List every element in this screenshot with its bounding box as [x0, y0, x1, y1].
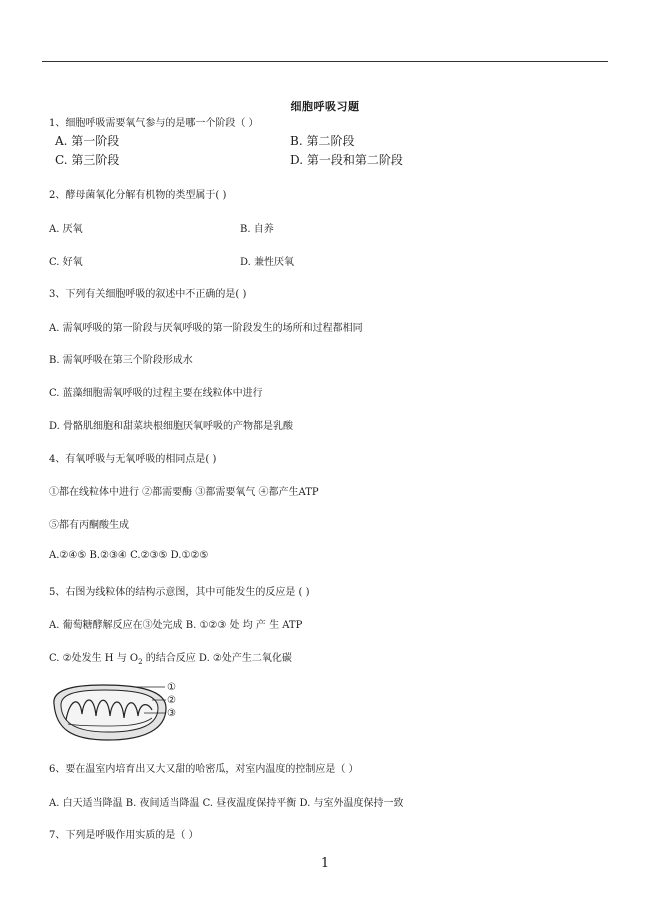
question-1-option-a: A. 第一阶段 — [55, 134, 120, 148]
question-3-option-c: C. 蓝藻细胞需氧呼吸的过程主要在线粒体中进行 — [49, 388, 263, 399]
question-2-option-a: A. 厌氧 — [49, 224, 83, 235]
question-3-option-b: B. 需氧呼吸在第三个阶段形成水 — [49, 355, 193, 366]
question-4-statements-2: ⑤都有丙酮酸生成 — [49, 520, 129, 531]
question-1-option-b: B. 第二阶段 — [290, 134, 355, 148]
header-rule — [42, 61, 608, 62]
page-title: 细胞呼吸习题 — [290, 100, 360, 113]
question-6-stem: 6、要在温室内培育出又大又甜的哈密瓜，对室内温度的控制应是（ ） — [49, 764, 359, 775]
question-2-stem: 2、酵母菌氧化分解有机物的类型属于( ) — [49, 190, 227, 201]
question-5-stem: 5、右图为线粒体的结构示意图，其中可能发生的反应是 ( ) — [49, 587, 310, 598]
question-5-option-c-pre: C. ②处发生 H 与 O — [49, 653, 139, 664]
question-1-option-d: D. 第一段和第二阶段 — [290, 153, 403, 167]
diagram-label-2: ② — [167, 695, 176, 706]
question-4-options: A.②④⑤ B.②③④ C.②③⑤ D.①②⑤ — [49, 550, 209, 561]
question-1-stem: 1、细胞呼吸需要氧气参与的是哪一个阶段（ ） — [49, 118, 259, 129]
question-3-option-a: A. 需氧呼吸的第一阶段与厌氧呼吸的第一阶段发生的场所和过程都相同 — [49, 323, 363, 334]
question-5-options-cd — [49, 649, 292, 666]
subscript-2: 2 — [138, 658, 143, 666]
question-6-options: A. 白天适当降温 B. 夜间适当降温 C. 昼夜温度保持平衡 D. 与室外温度保持一致 — [49, 798, 404, 809]
question-7-stem: 7、下列是呼吸作用实质的是（ ） — [49, 830, 199, 841]
question-3-option-d: D. 骨骼肌细胞和甜菜块根细胞厌氧呼吸的产物都是乳酸 — [49, 421, 294, 432]
question-5-options-ab: A. 葡萄糖酵解反应在③处完成 B. ①②③ 处 均 产 生 ATP — [49, 620, 303, 631]
question-2-option-b: B. 自养 — [240, 224, 274, 235]
question-4-statements-1: ①都在线粒体中进行 ②都需要酶 ③都需要氧气 ④都产生ATP — [49, 487, 319, 498]
question-5-option-cd-post: 的结合反应 D. ②处产生二氧化碳 — [142, 653, 292, 664]
page-number: 1 — [320, 856, 330, 871]
diagram-label-3: ③ — [167, 708, 176, 719]
mitochondrion-diagram — [48, 680, 188, 745]
diagram-label-1: ① — [167, 682, 176, 693]
question-3-stem: 3、下列有关细胞呼吸的叙述中不正确的是( ) — [49, 289, 247, 300]
question-4-stem: 4、有氧呼吸与无氧呼吸的相同点是( ) — [49, 454, 217, 465]
question-2-option-c: C. 好氧 — [49, 257, 83, 268]
question-1-option-c: C. 第三阶段 — [55, 153, 120, 167]
question-2-option-d: D. 兼性厌氧 — [240, 257, 295, 268]
